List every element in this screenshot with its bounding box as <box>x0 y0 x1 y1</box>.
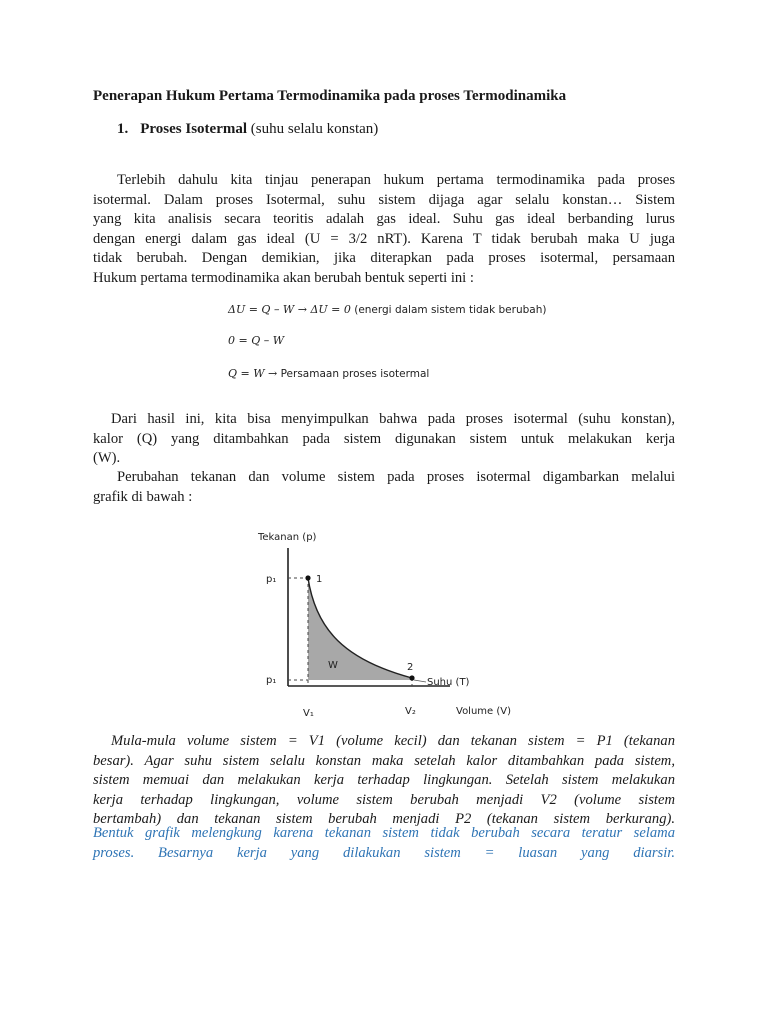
isothermal-pv-graph <box>250 520 530 720</box>
section-subtitle: (suhu selalu konstan) <box>250 121 379 137</box>
equation-note: (energi dalam sistem tidak berubah) <box>354 304 547 316</box>
equation-row <box>228 334 284 347</box>
paragraph-line: (W). <box>93 450 121 467</box>
paragraph-line: Perubahan tekanan dan volume sistem pada proses isotermal digambarkan melalui <box>117 469 675 485</box>
v2-label: V₂ <box>405 706 416 717</box>
x-axis-label: Volume (V) <box>456 706 512 717</box>
paragraph-line: Hukum pertama termodinamika akan berubah bentuk seperti ini : <box>93 269 474 286</box>
section-number: 1. <box>117 121 129 137</box>
paragraph-line: besar). Agar suhu sistem selalu konstan maka setelah kalor ditambahkan pada sistem, <box>93 752 675 769</box>
equation-math: 0 = Q – W <box>228 334 285 347</box>
paragraph-line: grafik di bawah : <box>93 488 193 505</box>
p-bottom-label: p₁ <box>266 675 277 686</box>
paragraph-line: Bentuk grafik melengkung karena tekanan sistem tidak berubah secara teratur selama <box>93 825 675 841</box>
paragraph-line: bertambah) dan tekanan sistem berubah menjadi P2 (tekanan sistem berkurang). <box>93 811 675 828</box>
paragraph-intro <box>93 171 675 289</box>
paragraph-line: yang kita analisis secara teoritis adalah gas ideal. Suhu gas ideal berbanding lurus <box>93 211 675 228</box>
point-2-marker <box>409 675 414 680</box>
section-heading <box>117 121 378 138</box>
paragraph-graph-intro <box>93 468 675 507</box>
p-top-label: p₁ <box>266 574 277 585</box>
section-name: Proses Isotermal <box>140 121 248 137</box>
paragraph-line: proses. Besarnya kerja yang dilakukan sistem = luasan yang diarsir. <box>93 844 675 861</box>
paragraph-line: tidak berubah. Dengan demikian, jika diterapkan pada proses isotermal, persamaan <box>93 250 675 267</box>
document-title: Penerapan Hukum Pertama Termodinamika pada proses Termodinamika <box>93 88 567 104</box>
equation-row <box>228 367 429 380</box>
equation-math: Q = W → <box>228 367 278 380</box>
paragraph-conclusion <box>93 410 675 469</box>
paragraph-line: Mula-mula volume sistem = V1 (volume kecil) dan tekanan sistem = P1 (tekanan <box>111 733 675 749</box>
paragraph-line: Terlebih dahulu kita tinjau penerapan hukum pertama termodinamika pada proses <box>117 172 675 188</box>
y-axis-label: Tekanan (p) <box>258 532 317 543</box>
curve-label-pointer <box>414 680 426 682</box>
equation-math: ΔU = Q – W → ΔU = 0 <box>228 303 351 316</box>
paragraph-line: isotermal. Dalam proses Isotermal, suhu sistem dijaga agar selalu konstan… Sistem <box>93 191 675 208</box>
paragraph-line: Dari hasil ini, kita bisa menyimpulkan bahwa pada proses isotermal (suhu konstan), <box>111 411 675 427</box>
paragraph-line: sistem memuai dan melakukan kerja terhadap lingkungan. Setelah sistem melakukan <box>93 772 675 789</box>
equation-note: Persamaan proses isotermal <box>280 368 430 380</box>
paragraph-process-description <box>93 732 675 830</box>
equation-row <box>228 303 546 316</box>
point-2-label: 2 <box>407 662 414 673</box>
curve-label: Suhu (T) <box>427 677 470 688</box>
pv-graph-svg <box>250 520 530 720</box>
paragraph-line: kalor (Q) yang ditambahkan pada sistem digunakan sistem untuk melakukan kerja <box>93 430 675 447</box>
work-area <box>308 578 412 680</box>
area-label: W <box>328 660 338 671</box>
paragraph-line: dengan energi dalam gas ideal (U = 3/2 nRT). Karena T tidak berubah maka U juga <box>93 230 675 247</box>
point-1-label: 1 <box>316 574 323 585</box>
paragraph-graph-explanation <box>93 824 675 863</box>
paragraph-line: kerja terhadap lingkungan, volume sistem berubah menjadi V2 (volume sistem <box>93 791 675 808</box>
point-1-marker <box>305 575 310 580</box>
v1-label: V₁ <box>303 708 314 719</box>
